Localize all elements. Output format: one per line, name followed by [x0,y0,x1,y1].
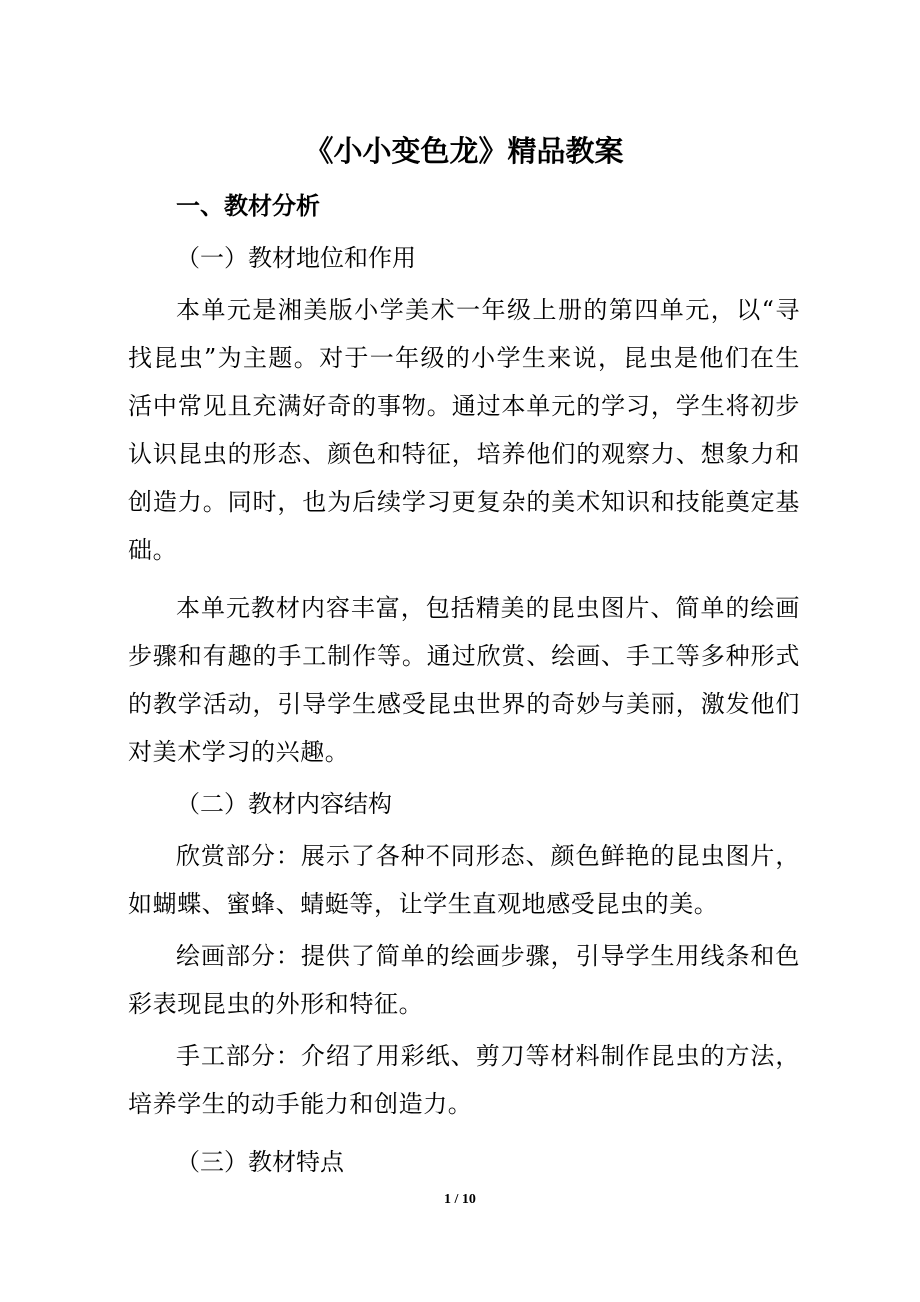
subsection-heading: （三）教材特点 [176,1148,344,1176]
paragraph: 本单元教材内容丰富，包括精美的昆虫图片、简单的绘画步骤和有趣的手工制作等。通过欣赏、绘画、手工等多种形式的教学活动，引导学生感受昆虫世界的奇妙与美丽，激发他们对美术学习的兴趣。 [128,594,800,766]
section-heading: 一、教材分析 [176,191,320,220]
paragraph: 本单元是湘美版小学美术一年级上册的第四单元，以“寻找昆虫”为主题。对于一年级的小学生来说，昆虫是他们在生活中常见且充满好奇的事物。通过本单元的学习，学生将初步认识昆虫的形态、颜色和特征，培养他们的观察力、想象力和创造力。同时，也为后续学习更复杂的美术知识和技能奠定基础。 [128,296,800,564]
paragraph: 欣赏部分：展示了各种不同形态、颜色鲜艳的昆虫图片，如蝴蝶、蜜蜂、蜻蜓等，让学生直观地感受昆虫的美。 [128,842,800,918]
document-title: 《小小变色龙》精品教案 [304,134,624,168]
paragraph: 绘画部分：提供了简单的绘画步骤，引导学生用线条和色彩表现昆虫的外形和特征。 [128,942,800,1018]
paragraph: 手工部分：介绍了用彩纸、剪刀等材料制作昆虫的方法，培养学生的动手能力和创造力。 [128,1042,800,1118]
document-body [128,126,800,1186]
subsection-heading: （二）教材内容结构 [176,790,392,818]
page-number: 1 / 10 [444,1192,476,1207]
subsection-heading: （一）教材地位和作用 [176,244,416,272]
